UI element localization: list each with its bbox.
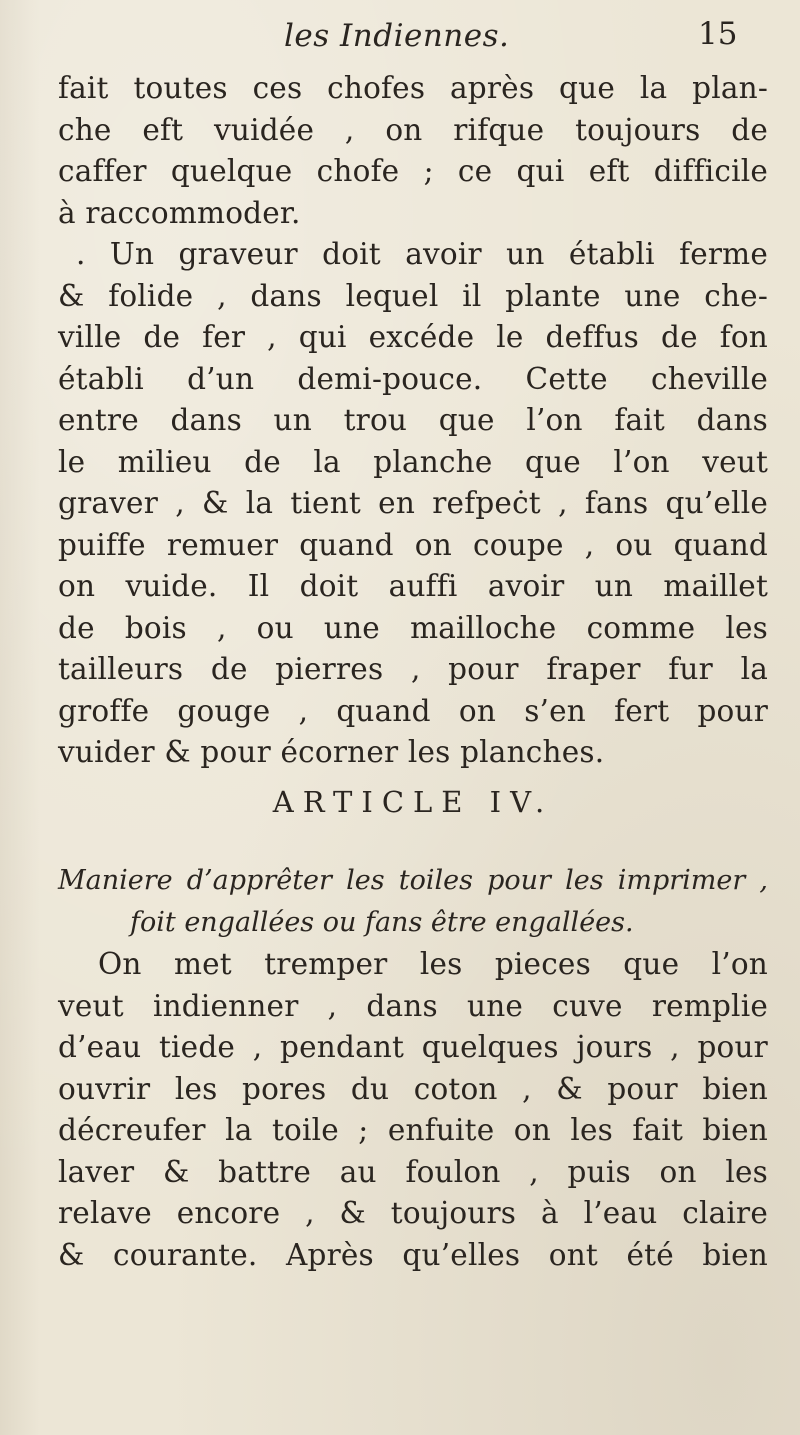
text-line: . Un graveur doit avoir un établi ferme (76, 237, 768, 271)
text-line: le milieu de la planche que l’on veut (58, 444, 768, 479)
text-line: graver , & la tient en refpeċt , fans qu’elle (58, 486, 768, 520)
text-line: établi d’un demi-pouce. Cette cheville (58, 361, 768, 396)
subtitle-line: Maniere d’apprêter les toiles pour les imprimer , (58, 865, 768, 896)
text-line: che eft vuidée , on rifque toujours de (58, 112, 768, 147)
text-line: ouvrir les pores du coton , & pour bien (58, 1071, 768, 1106)
text-line: & folide , dans lequel il plante une che- (58, 278, 768, 313)
page-number: 15 (698, 16, 738, 52)
text-line: décreufer la toile ; enfuite on les fait bien (58, 1113, 768, 1147)
text-line: de bois , ou une mailloche comme les (58, 610, 768, 645)
text-line: veut indienner , dans une cuve remplie (58, 988, 768, 1023)
text-line: entre dans un trou que l’on fait dans (58, 403, 768, 437)
text-line: à raccommoder. (58, 195, 301, 230)
text-line: caffer quelque chofe ; ce qui eft difficile (58, 154, 768, 188)
text-line: vuider & pour écorner les planches. (58, 735, 605, 769)
running-title: les Indiennes. (284, 18, 510, 54)
text-line: d’eau tiede , pendant quelques jours , pour (58, 1030, 768, 1064)
text-line: On met tremper les pieces que l’on (98, 947, 768, 981)
article-heading: ARTICLE IV. (272, 785, 554, 819)
body-text-top (58, 68, 768, 774)
text-line: fait toutes ces chofes après que la plan- (58, 71, 768, 105)
body-text-bottom (58, 944, 768, 1276)
text-line: relave encore , & toujours à l’eau claire (58, 1196, 768, 1230)
text-line: on vuide. Il doit auffi avoir un maillet (58, 569, 768, 603)
text-line: laver & battre au foulon , puis on les (58, 1154, 768, 1189)
article-subtitle (58, 860, 768, 944)
text-line: groffe gouge , quand on s’en fert pour (58, 693, 768, 728)
text-line: tailleurs de pierres , pour fraper fur la (58, 652, 768, 686)
text-line: & courante. Après qu’elles ont été bien (58, 1237, 768, 1272)
subtitle-line: foit engallées ou fans être engallées. (130, 907, 634, 938)
text-line: puiffe remuer quand on coupe , ou quand (58, 527, 768, 562)
text-line: ville de fer , qui excéde le deffus de fon (58, 320, 768, 354)
page-header (0, 12, 800, 62)
